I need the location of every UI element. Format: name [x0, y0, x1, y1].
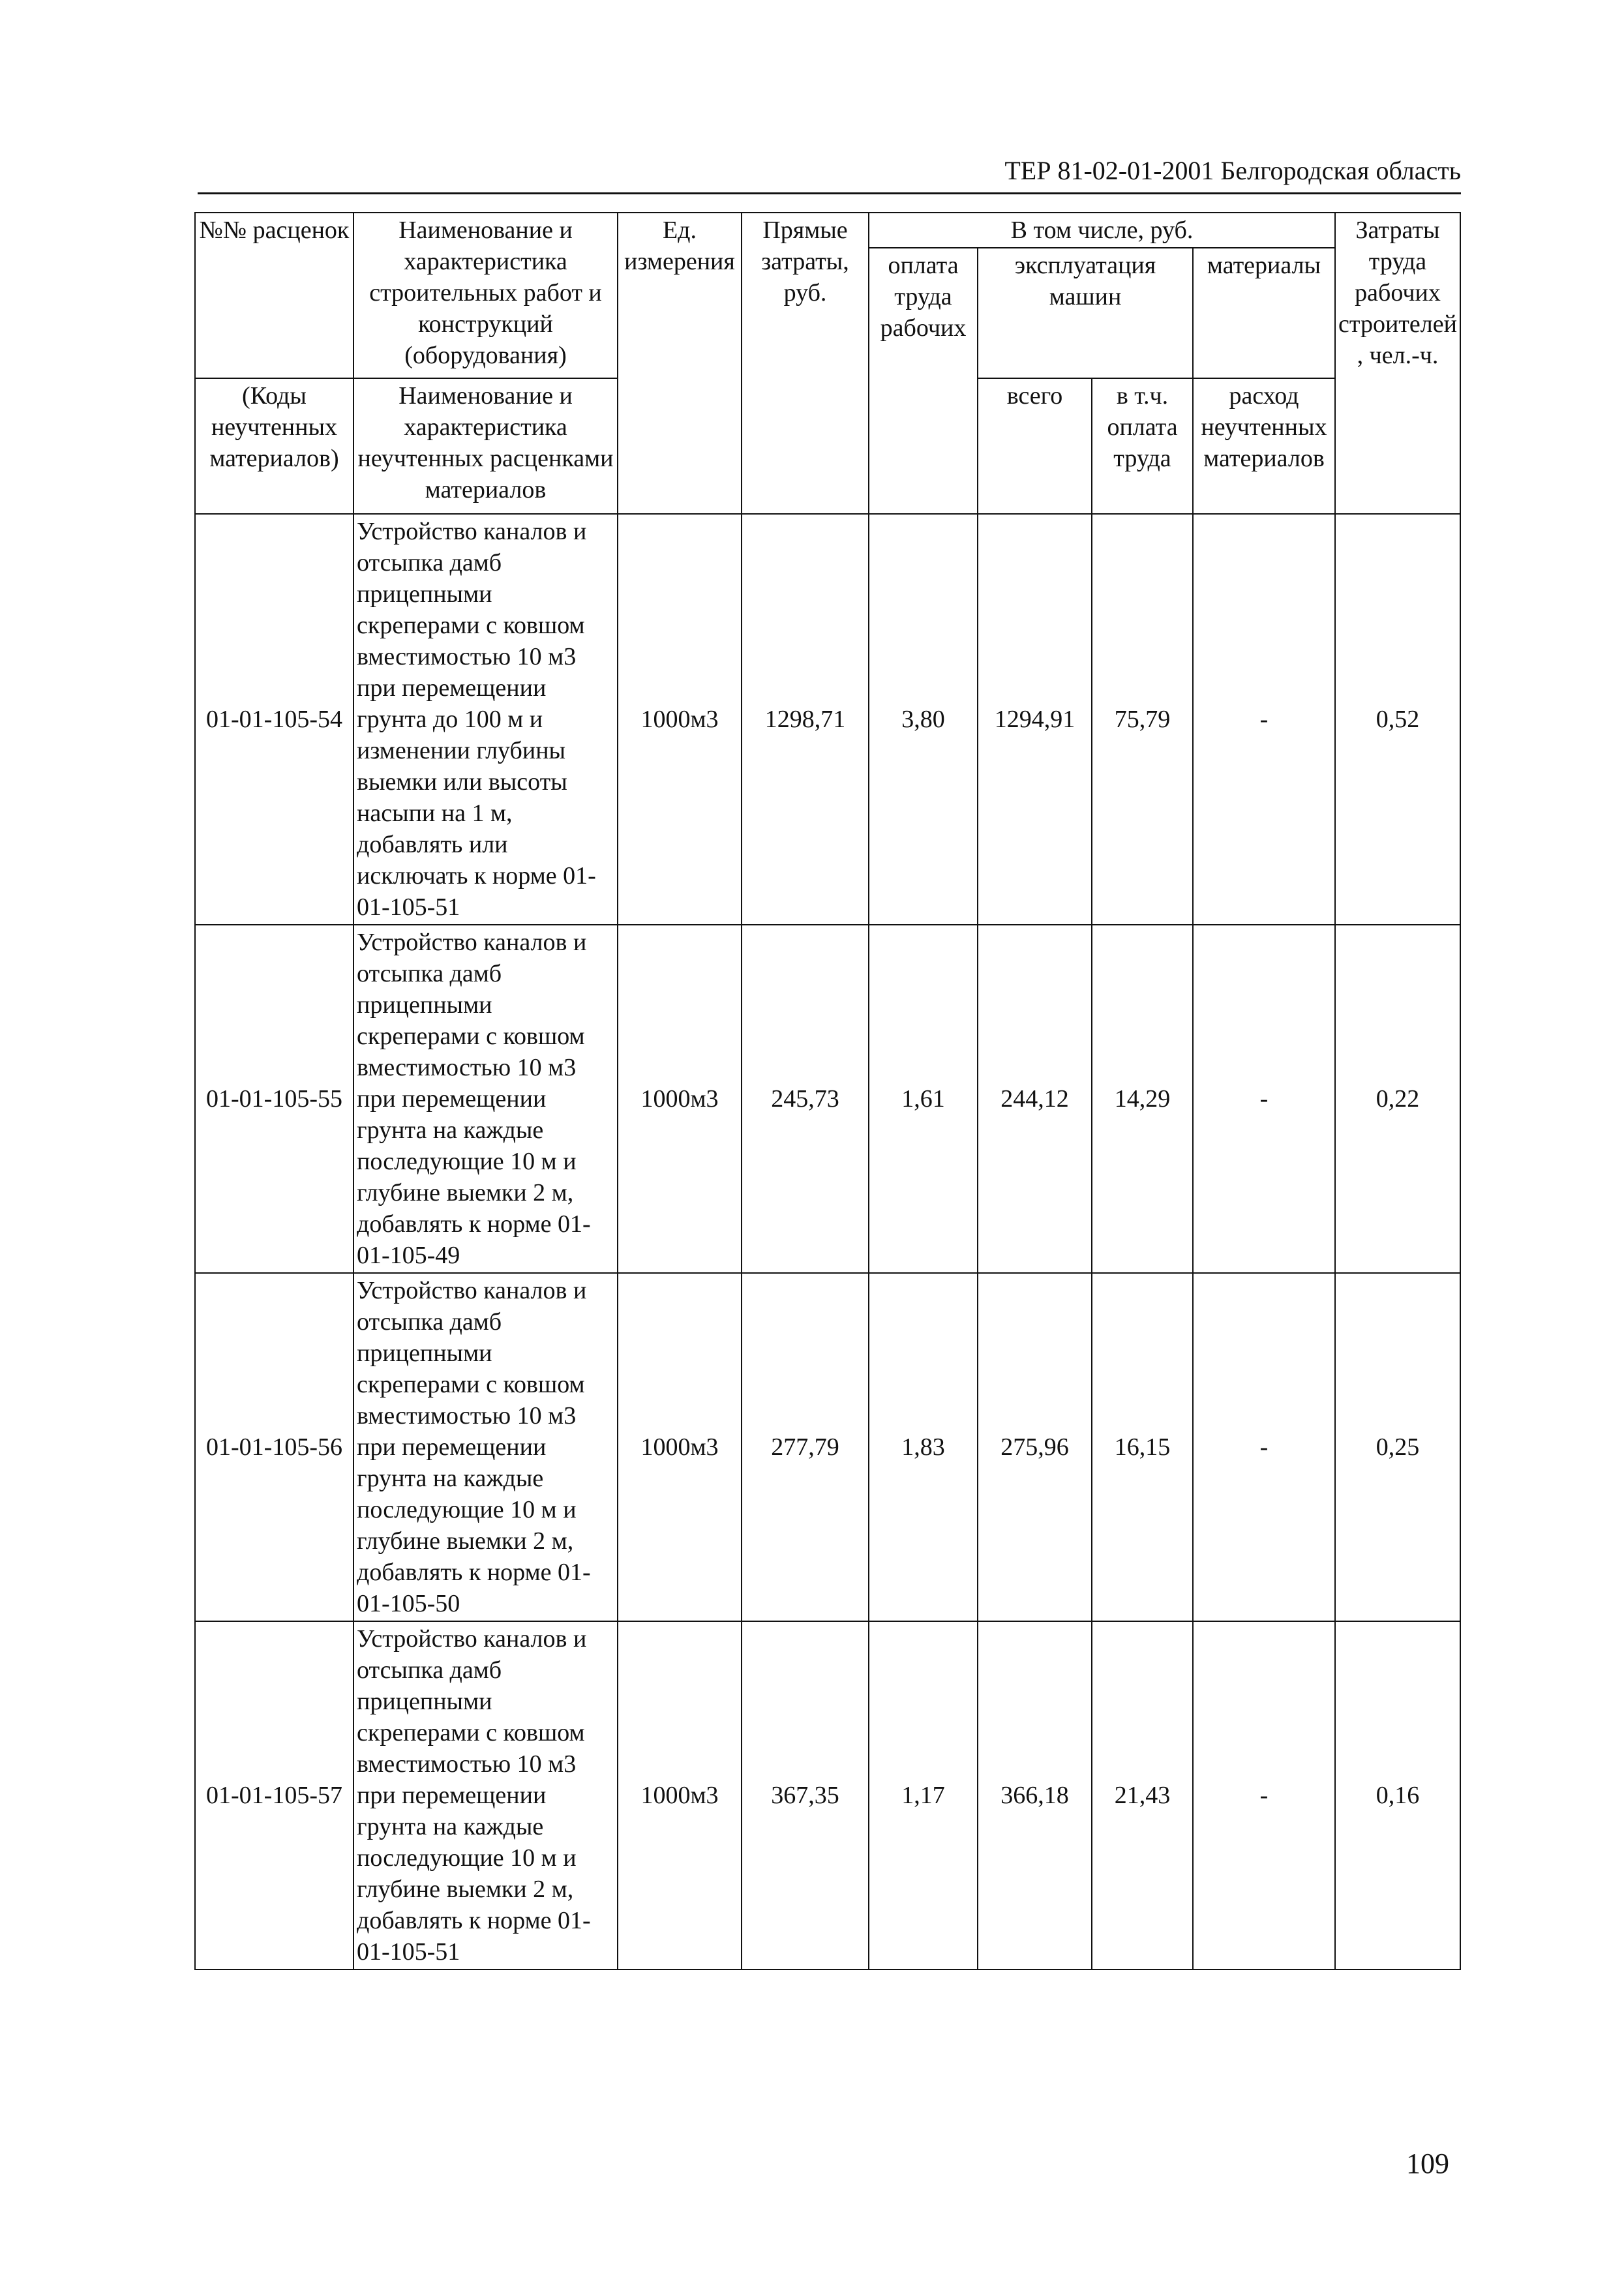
- row-unit: 1000м3: [618, 514, 742, 925]
- row-mach-labor: 14,29: [1092, 925, 1193, 1273]
- col-materials-header: материалы: [1193, 248, 1335, 378]
- row-name: Устройство каналов и отсыпка дамб прицепными скреперами с ковшом вместимостью 10 м3 при перемещении грунта на каждые последующие 10 м и глубине выемки 2 м, добавлять к норме 01-01-105-50: [353, 1273, 618, 1621]
- row-direct: 277,79: [742, 1273, 869, 1621]
- row-mach-labor: 16,15: [1092, 1273, 1193, 1621]
- row-name: Устройство каналов и отсыпка дамб прицепными скреперами с ковшом вместимостью 10 м3 при перемещении грунта до 100 м и изменении глубины выемки или высоты насыпи на 1 м, добавлять или исключать к норме 01-01-105-51: [353, 514, 618, 925]
- table-row: [195, 1273, 1460, 1621]
- row-materials: -: [1193, 925, 1335, 1273]
- row-name: Устройство каналов и отсыпка дамб прицепными скреперами с ковшом вместимостью 10 м3 при перемещении грунта на каждые последующие 10 м и глубине выемки 2 м, добавлять к норме 01-01-105-51: [353, 1621, 618, 1969]
- row-code: 01-01-105-54: [195, 514, 353, 925]
- rates-table: [194, 212, 1461, 1970]
- row-mach-total: 366,18: [978, 1621, 1092, 1969]
- col-incl-labor-header: в т.ч. оплата труда: [1092, 378, 1193, 514]
- row-labor: 3,80: [869, 514, 978, 925]
- row-labor: 1,17: [869, 1621, 978, 1969]
- row-mach-labor: 21,43: [1092, 1621, 1193, 1969]
- col-total-header: всего: [978, 378, 1092, 514]
- row-workers: 0,22: [1335, 925, 1460, 1273]
- col-unit-header: Ед. измерения: [618, 213, 742, 514]
- table-row: [195, 925, 1460, 1273]
- col-workers-header: Затраты труда рабочих строителей, чел.-ч.: [1335, 213, 1460, 514]
- table-row: [195, 514, 1460, 925]
- row-direct: 367,35: [742, 1621, 869, 1969]
- header-rule: [198, 192, 1461, 194]
- page-number: 109: [1406, 2148, 1449, 2179]
- col-name2-header: Наименование и характеристика неучтенных расценками материалов: [353, 378, 618, 514]
- row-labor: 1,83: [869, 1273, 978, 1621]
- row-mach-total: 275,96: [978, 1273, 1092, 1621]
- row-code: 01-01-105-55: [195, 925, 353, 1273]
- row-mach-labor: 75,79: [1092, 514, 1193, 925]
- col-machines-header: эксплуатация машин: [978, 248, 1193, 378]
- row-workers: 0,16: [1335, 1621, 1460, 1969]
- row-unit: 1000м3: [618, 1621, 742, 1969]
- row-mach-total: 244,12: [978, 925, 1092, 1273]
- row-code: 01-01-105-57: [195, 1621, 353, 1969]
- row-unit: 1000м3: [618, 1273, 742, 1621]
- col-incl-header: В том числе, руб.: [869, 213, 1335, 248]
- row-workers: 0,25: [1335, 1273, 1460, 1621]
- col-code-header: №№ расценок: [195, 213, 353, 378]
- col-code2-header: (Коды неучтенных материалов): [195, 378, 353, 514]
- table-row: [195, 1621, 1460, 1969]
- row-mach-total: 1294,91: [978, 514, 1092, 925]
- col-labor-pay-header: оплата труда рабочих: [869, 248, 978, 514]
- col-consumption-header: расход неучтенных материалов: [1193, 378, 1335, 514]
- row-materials: -: [1193, 1621, 1335, 1969]
- row-labor: 1,61: [869, 925, 978, 1273]
- document-header: ТЕР 81-02-01-2001 Белгородская область: [1004, 156, 1461, 185]
- row-direct: 245,73: [742, 925, 869, 1273]
- row-code: 01-01-105-56: [195, 1273, 353, 1621]
- row-name: Устройство каналов и отсыпка дамб прицепными скреперами с ковшом вместимостью 10 м3 при перемещении грунта на каждые последующие 10 м и глубине выемки 2 м, добавлять к норме 01-01-105-49: [353, 925, 618, 1273]
- row-materials: -: [1193, 514, 1335, 925]
- row-materials: -: [1193, 1273, 1335, 1621]
- col-name-header: Наименование и характеристика строительных работ и конструкций (оборудования): [353, 213, 618, 378]
- row-workers: 0,52: [1335, 514, 1460, 925]
- row-direct: 1298,71: [742, 514, 869, 925]
- header-row-1: [195, 213, 1460, 248]
- col-direct-header: Прямые затраты, руб.: [742, 213, 869, 514]
- row-unit: 1000м3: [618, 925, 742, 1273]
